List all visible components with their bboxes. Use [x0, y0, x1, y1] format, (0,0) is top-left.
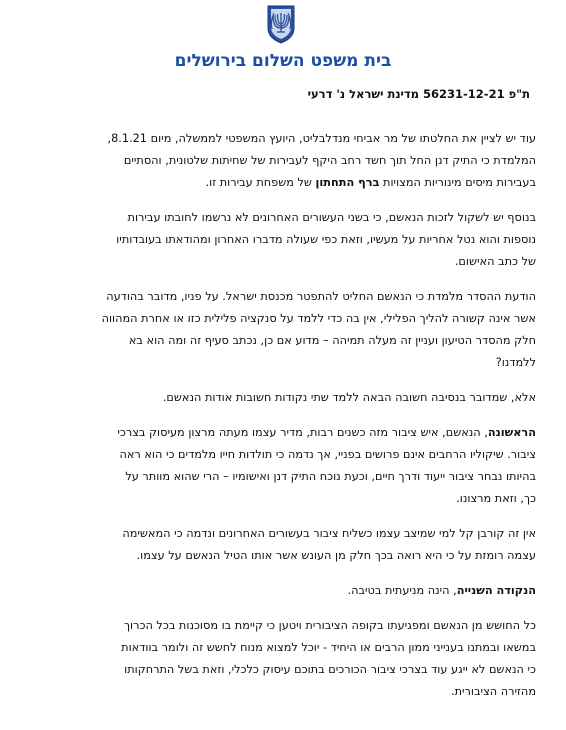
text-line: עצמה רומזת על כי היא רואה בכך חלק מן העונש אשר אותו הטיל הנאשם על עצמו.: [136, 549, 536, 562]
paragraph-gap: [34, 567, 536, 580]
bold-text: הנקודה השנייה: [456, 584, 536, 597]
paragraph: [34, 286, 536, 374]
text-line: אלא, שמדובר בנסיבה חשובה הבאה ללמד שתי נקודות חשובות אודות הנאשם.: [162, 391, 536, 404]
text-line: המלמדת כי התיק דנן החל תוך חשד רחב היקף לעבירות של שחיתות שלטונית, והסתיים: [123, 154, 536, 167]
paragraph: [34, 580, 536, 602]
paragraph-gap: [34, 602, 536, 615]
text-run: של משפחת עבירות זו.: [205, 176, 316, 189]
paragraph: [34, 207, 536, 273]
paragraph: [34, 523, 536, 567]
paragraph-gap: [34, 510, 536, 523]
court-title: בית משפט השלום בירושלים: [174, 51, 392, 71]
text-line: כל החושש מן הנאשם ומפגיעתו בקופה הציבורית ויטען כי קיימת בו מסוכנות בכל הכרוך: [123, 619, 536, 632]
paragraph: [34, 128, 536, 194]
paragraph-gap: [34, 194, 536, 207]
text-line: עוד יש לציין את החלטתו של מר אביחי מנדלבליט, היועץ המשפטי לממשלה, מיום 8.1.21,: [107, 132, 536, 145]
text-line: נוספות והוא נטל אחריות על מעשיו, וזאת כפי שעולה מדברו האחרון ומהודאתו בעובדותיו: [116, 233, 536, 246]
text-line: ציבור. שיקוליו הרחבים אינם פרושים בפניי, אך נדמה כי תולדות חייו מלמדים כי הוא ראה: [119, 448, 536, 461]
text-line: [34, 422, 536, 444]
text-line: ללמדנו?: [495, 356, 536, 369]
text-line: [34, 172, 536, 194]
paragraph: [34, 615, 536, 703]
document-body: [34, 128, 536, 703]
text-run: , הינה מניעתית בטיבה.: [347, 584, 457, 597]
paragraph-gap: [34, 273, 536, 286]
menorah-emblem-icon: [266, 4, 296, 44]
text-line: במשאו ובמתנו בענייני ממון הרבים או היחיד - יוכל למצוא מנוח לחשש זה ולומר בוודאות: [121, 641, 536, 654]
text-line: [34, 580, 536, 602]
text-line: בהיותו נבחר ציבור ייעוד ודרך חיים, וכעת נוכח התיק דנן ואישומיו – הרי שהוא מוותר על: [125, 470, 536, 483]
text-line: כי הנאשם לא ייגע עוד בצרכי ציבור הכורכים בתוכם עיסוק כלכלי, וזאת בשל התרחקותו: [124, 663, 536, 676]
text-line: חלק מהסדר הטיעון ועניין זה מעלה תמיהה – מדוע אם כן, נכתב סעיף זה ומה הוא בא: [128, 334, 536, 347]
text-run: בעבירות מיסים מינוריות המצויות: [379, 176, 536, 189]
case-reference: ת"פ 56231-12-21 מדינת ישראל נ' דרעי: [307, 87, 530, 101]
paragraph: [34, 422, 536, 510]
paragraph: [34, 387, 536, 409]
paragraph-gap: [34, 409, 536, 422]
text-line: בנוסף יש לשקול לזכות הנאשם, כי בשני העשורים האחרונים לא נרשמו לחובתו עבירות: [127, 211, 536, 224]
text-line: כך, וזאת מרצונו.: [456, 492, 536, 505]
bold-text: הראשונה: [487, 426, 536, 439]
text-line: מהזירה הציבורית.: [451, 685, 536, 698]
text-line: הודעת ההסדר מלמדת כי הנאשם החליט להתפטר מכנסת ישראל. על פניו, מדובר בהודעה: [106, 290, 536, 303]
paragraph-gap: [34, 374, 536, 387]
bold-text: ברף התחתון: [315, 176, 380, 189]
text-line: אין זה קורבן קל למי שמיצב עצמו כשליח ציבור בעשורים האחרונים ונדמה כי המאשימה: [122, 527, 536, 540]
text-line: של כתב האישום.: [454, 255, 536, 268]
text-run: , הנאשם, איש ציבור מזה כשנים רבות, מדיר עצמו מעתה מרצון מעיסוק בצרכי: [117, 426, 488, 439]
text-line: אשר אינה קשורה להליך הפלילי, אין בה כדי ללמד על סנקציה פלילית כזו או אחרת המהווה: [101, 312, 536, 325]
